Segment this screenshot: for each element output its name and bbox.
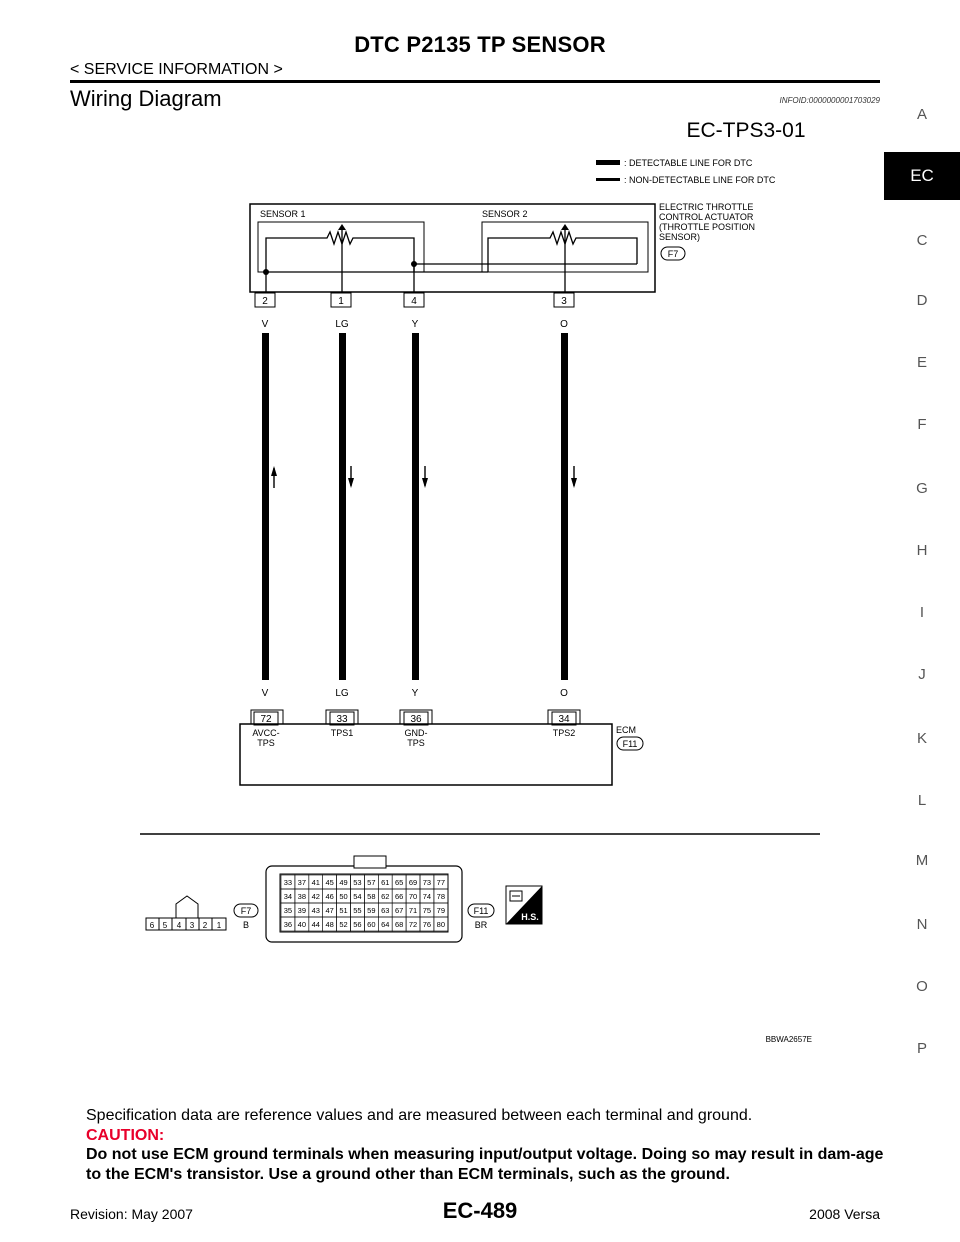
ecm-terminals <box>251 710 580 725</box>
f11-pin: 60 <box>367 920 376 929</box>
f11-pin: 44 <box>311 920 320 929</box>
f11-pin: 61 <box>381 878 390 887</box>
sensor1-label: SENSOR 1 <box>260 209 306 219</box>
actuator-name-2: CONTROL ACTUATOR <box>659 212 754 222</box>
sensor2-resistor <box>488 232 637 272</box>
ecm-name: ECM <box>616 725 636 735</box>
wire-o <box>561 333 568 680</box>
f11-pin: 39 <box>297 906 307 915</box>
f11-pin: 40 <box>297 920 307 929</box>
f11-pin: 42 <box>311 892 320 901</box>
sensor2-wiper-arrow <box>561 224 569 230</box>
f7-pin: 6 <box>149 921 155 930</box>
f11-pin: 64 <box>381 920 390 929</box>
actuator-name-1: ELECTRIC THROTTLE <box>659 202 754 212</box>
nav-letter-l[interactable]: L <box>917 792 927 809</box>
f7-pin: 1 <box>216 921 222 930</box>
ecm-terminal-1: 72 <box>260 714 272 725</box>
nav-letter-h[interactable]: H <box>916 542 928 559</box>
info-id: INFOID:0000000001703029 <box>779 96 880 105</box>
wire-color-bottom-1: V <box>261 688 269 699</box>
nav-letter-n[interactable]: N <box>916 916 928 933</box>
f11-pin: 73 <box>422 878 432 887</box>
f11-pin: 62 <box>381 892 390 901</box>
page-title: DTC P2135 TP SENSOR <box>354 32 606 57</box>
top-terminal-4: 3 <box>561 296 567 307</box>
f11-pin: 78 <box>436 892 446 901</box>
signal-arrow-up <box>271 466 277 488</box>
nav-letter-k[interactable]: K <box>916 730 927 747</box>
legend-non-detectable: : NON-DETECTABLE LINE FOR DTC <box>624 175 776 185</box>
f11-pin: 36 <box>283 920 293 929</box>
f11-pin: 33 <box>283 878 293 887</box>
connector-f11-face <box>266 856 462 942</box>
nav-letter-o[interactable]: O <box>916 978 928 995</box>
nav-letter-j[interactable]: J <box>918 666 926 683</box>
signal-arrow-down <box>348 466 354 488</box>
actuator-connector-id: F7 <box>667 249 679 259</box>
signal-arrow-down <box>571 466 577 488</box>
f11-pin: 51 <box>339 906 348 915</box>
nav-letter-m[interactable]: M <box>915 852 929 869</box>
breadcrumb: < SERVICE INFORMATION > <box>70 61 283 78</box>
f7-pin: 4 <box>176 921 182 930</box>
ecm-terminal-2: 33 <box>336 714 348 725</box>
wire-color-bottom-2: LG <box>335 688 349 699</box>
spec-note: Specification data are reference values and are measured between each terminal and ground. <box>86 1107 753 1124</box>
f11-pin: 54 <box>353 892 362 901</box>
f7-pin: 3 <box>189 921 195 930</box>
actuator-name-3: (THROTTLE POSITION <box>659 222 756 232</box>
ecm-terminal-3: 36 <box>410 714 422 725</box>
connector-f7-face <box>146 896 226 930</box>
nav-letter-i[interactable]: I <box>919 604 925 621</box>
section-index-nav <box>884 0 960 1242</box>
f11-pin: 69 <box>408 878 418 887</box>
f11-pin: 37 <box>297 878 307 887</box>
legend-detectable-swatch <box>596 160 620 165</box>
f11-pin: 41 <box>311 878 320 887</box>
f11-pin: 53 <box>353 878 362 887</box>
f11-pin: 55 <box>353 906 362 915</box>
f11-id: F11 <box>473 906 489 916</box>
f11-pin: 47 <box>325 906 334 915</box>
f7-color: B <box>242 920 250 930</box>
f11-pin-grid <box>281 875 448 931</box>
f11-pin: 38 <box>297 892 307 901</box>
wire-color-top-3: Y <box>411 319 419 330</box>
section-title: Wiring Diagram <box>70 86 222 111</box>
f11-pin: 70 <box>408 892 418 901</box>
hs-badge-text: H.S. <box>521 912 539 922</box>
f11-pin: 68 <box>394 920 404 929</box>
f11-pin: 52 <box>339 920 348 929</box>
f11-pin: 79 <box>436 906 446 915</box>
wire-y <box>412 333 419 680</box>
f11-pin: 45 <box>325 878 334 887</box>
f11-pin: 65 <box>394 878 404 887</box>
f11-pin: 50 <box>339 892 348 901</box>
ecm-pin-label-1a: AVCC- <box>252 728 280 738</box>
ecm-pin-label-2a: TPS1 <box>330 728 354 738</box>
figure-id: BBWA2657E <box>765 1035 812 1044</box>
sensor1-resistor <box>266 232 414 272</box>
f11-pin: 74 <box>422 892 432 901</box>
f11-pin: 80 <box>436 920 446 929</box>
nav-letter-p[interactable]: P <box>916 1040 927 1057</box>
wire-v <box>262 333 269 680</box>
nav-letter-g[interactable]: G <box>916 480 928 497</box>
wire-color-top-4: O <box>560 319 568 330</box>
f11-pin: 72 <box>408 920 418 929</box>
nav-letter-d[interactable]: D <box>916 292 928 309</box>
footer-model: 2008 Versa <box>809 1206 880 1222</box>
f7-id: F7 <box>240 906 252 916</box>
sensor1-wiper-arrow <box>338 224 346 230</box>
wire-lg <box>339 333 346 680</box>
f11-pin: 59 <box>367 906 376 915</box>
f11-pin: 75 <box>422 906 432 915</box>
top-terminal-3: 4 <box>411 296 417 307</box>
f11-pin: 34 <box>283 892 293 901</box>
f11-pin: 56 <box>353 920 362 929</box>
footer-revision: Revision: May 2007 <box>70 1206 193 1222</box>
nav-letter-a[interactable]: A <box>916 106 927 123</box>
f11-pin: 43 <box>311 906 320 915</box>
ecm-pin-label-3a: GND- <box>404 728 428 738</box>
f11-pin: 63 <box>381 906 390 915</box>
signal-arrow-down <box>422 466 428 488</box>
nav-letter-c[interactable]: C <box>916 232 928 249</box>
top-terminal-1: 2 <box>262 296 268 307</box>
nav-letter-e[interactable]: E <box>916 354 927 371</box>
wire-color-bottom-3: Y <box>411 688 419 699</box>
ecm-pin-label-4a: TPS2 <box>552 728 576 738</box>
ecm-pin-label-3b: TPS <box>407 738 425 748</box>
f11-pin: 76 <box>422 920 432 929</box>
f11-pin: 49 <box>339 878 348 887</box>
f11-pin: 77 <box>436 878 446 887</box>
ecm-pin-label-1b: TPS <box>257 738 275 748</box>
f11-pin: 46 <box>325 892 334 901</box>
wire-color-top-2: LG <box>335 319 349 330</box>
top-terminal-2: 1 <box>338 296 344 307</box>
wire-color-bottom-4: O <box>560 688 568 699</box>
f7-pin: 2 <box>202 921 208 930</box>
ecm-connector-id: F11 <box>622 739 638 749</box>
footer-page-number: EC-489 <box>442 1198 518 1223</box>
f11-pin: 58 <box>367 892 376 901</box>
f11-pin: 67 <box>394 906 404 915</box>
nav-letter-f[interactable]: F <box>917 416 927 433</box>
f11-color: BR <box>474 920 488 930</box>
wire-color-top-1: V <box>261 319 269 330</box>
caution-text: Do not use ECM ground terminals when measuring input/output voltage. Doing so may result in dam-age to the ECM's transistor. Use a ground other than ECM terminals, such as the ground. <box>86 1146 884 1183</box>
actuator-name-4: SENSOR) <box>659 232 701 242</box>
actuator-box <box>250 204 655 292</box>
caution-label: CAUTION: <box>86 1127 165 1144</box>
top-terminals <box>255 293 574 307</box>
f7-pin: 5 <box>162 921 168 930</box>
legend-detectable: : DETECTABLE LINE FOR DTC <box>624 158 753 168</box>
splice-v <box>263 269 269 275</box>
f11-pin: 66 <box>394 892 404 901</box>
f11-pin: 35 <box>283 906 293 915</box>
legend-non-detectable-swatch <box>596 178 620 181</box>
ecm-terminal-4: 34 <box>558 714 570 725</box>
f11-pin: 71 <box>408 906 418 915</box>
diagram-code: EC-TPS3-01 <box>686 119 806 142</box>
f11-pin: 48 <box>325 920 334 929</box>
splice-gnd <box>411 261 417 267</box>
nav-letter-ec[interactable]: EC <box>884 152 960 200</box>
f11-pin: 57 <box>367 878 376 887</box>
sensor2-label: SENSOR 2 <box>482 209 528 219</box>
